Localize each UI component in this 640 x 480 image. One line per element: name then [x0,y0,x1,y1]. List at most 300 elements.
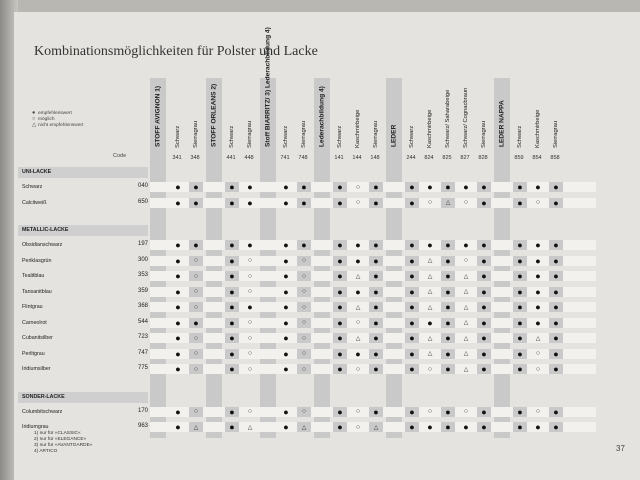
filled-circle-icon: ● [427,422,433,432]
triangle-icon: △ [463,273,469,280]
triangle-icon: △ [427,304,433,311]
column-header [189,84,203,154]
column-header [531,84,545,154]
filled-circle-icon: ● [513,256,527,266]
filled-circle-icon: ● [549,256,563,266]
column-header [243,84,257,154]
filled-circle-icon: ● [405,302,419,312]
filled-circle-icon: ● [535,255,541,266]
column-header [369,84,383,154]
row-color-name: Tealitblau [22,273,45,279]
filled-circle-icon: ● [175,197,181,208]
filled-circle-icon: ● [175,286,181,297]
filled-circle-icon: ● [441,271,455,281]
filled-circle-icon: ● [225,182,239,192]
column-label: Sierragrau [193,120,199,148]
triangle-icon: △ [427,335,433,342]
empty-circle-icon: ○ [297,349,311,359]
filled-circle-icon: ● [441,407,455,417]
filled-circle-icon: ● [283,333,289,343]
row-color-name: Flintgrau [22,304,43,310]
empty-circle-icon: ○ [427,199,433,206]
filled-circle-icon: ● [225,271,239,281]
row-color-code: 544 [137,318,148,325]
row-color-code: 368 [137,303,148,309]
filled-circle-icon: ● [405,349,419,359]
filled-circle-icon: ● [247,302,253,312]
filled-circle-icon: ● [513,318,527,328]
empty-circle-icon: ○ [535,350,541,357]
row-color-code: 723 [137,334,148,340]
filled-circle-icon: ● [175,406,181,417]
filled-circle-icon: ● [283,364,289,374]
filled-circle-icon: ● [175,422,181,432]
filled-circle-icon: ● [225,198,239,208]
filled-circle-icon: ● [283,348,289,359]
empty-circle-icon: ○ [189,407,203,417]
filled-circle-icon: ● [549,422,563,432]
triangle-icon: △ [535,335,541,342]
filled-circle-icon: ● [535,271,541,281]
filled-circle-icon: ● [333,198,347,208]
triangle-icon: △ [463,335,469,342]
column-label: LEDER NAPPA [498,100,506,147]
column-code: 748 [298,155,308,161]
filled-circle-icon: ● [369,256,383,266]
filled-circle-icon: ● [247,240,253,250]
row-color-code: 747 [137,349,148,356]
filled-circle-icon: ● [549,302,563,312]
column-label: Kaschmirbeige [427,109,433,148]
filled-circle-icon: ● [175,302,181,312]
filled-circle-icon: ● [333,256,347,266]
column-header [513,84,527,154]
filled-circle-icon: ● [333,287,347,297]
row-color-code: 359 [137,287,148,294]
filled-circle-icon: ● [513,198,527,208]
column-code: 858 [550,155,560,161]
filled-circle-icon: ● [175,364,181,374]
triangle-icon: △ [463,366,469,373]
filled-circle-icon: ● [477,198,491,208]
column-code: 741 [280,155,290,161]
filled-circle-icon: ● [441,240,455,250]
column-header [261,27,275,154]
filled-circle-icon: ● [333,240,347,250]
empty-circle-icon: ○ [355,199,361,206]
row-color-code: 650 [137,198,148,205]
column-label: Kaschmirbeige [535,109,541,148]
filled-circle-icon: ● [513,287,527,297]
column-label: STOFF AVIGNON 1) [154,85,162,147]
column-label: Sierragrau [373,120,379,148]
empty-circle-icon: ○ [247,408,253,415]
filled-circle-icon: ● [477,364,491,374]
filled-circle-icon: ● [355,240,361,250]
filled-circle-icon: ● [441,256,455,266]
column-label: LEDER [390,124,398,147]
empty-circle-icon: ○ [297,318,311,328]
column-label: Stoff BIARRITZ/ 3) Lederachbildung 4) [264,27,272,147]
empty-circle-icon: ○ [247,365,253,373]
filled-circle-icon: ● [333,364,347,374]
filled-circle-icon: ● [463,182,469,192]
empty-circle-icon: ○ [427,365,433,373]
filled-circle-icon: ● [333,182,347,192]
row-color-name: Obsidianschwarz [22,242,63,248]
empty-circle-icon: ○ [297,364,311,374]
footnote: 2) nur für »ELEGANCE« [34,437,87,442]
filled-circle-icon: ● [549,349,563,359]
triangle-icon: △ [297,422,311,432]
empty-circle-icon: ○ [189,256,203,266]
filled-circle-icon: ● [175,333,181,343]
filled-circle-icon: ● [189,318,203,328]
filled-circle-icon: ● [535,240,541,250]
filled-circle-icon: ● [283,255,289,266]
filled-circle-icon: ● [297,198,311,208]
filled-circle-icon: ● [333,302,347,312]
filled-circle-icon: ● [283,317,289,328]
filled-circle-icon: ● [369,364,383,374]
filled-circle-icon: ● [355,348,361,359]
footnote: 3) nur für »AVANTGARDE« [34,443,93,448]
empty-circle-icon: ○ [247,334,253,342]
filled-circle-icon: ● [333,407,347,417]
column-header [225,84,239,154]
filled-circle-icon: ● [283,302,289,312]
filled-circle-icon: ● [175,182,181,192]
filled-circle-icon: ● [405,256,419,266]
empty-circle-icon: ○ [297,302,311,312]
filled-circle-icon: ● [369,302,383,312]
filled-circle-icon: ● [513,240,527,250]
filled-circle-icon: ● [369,287,383,297]
filled-circle-icon: ● [175,317,181,328]
row-color-name: Perlitgrau [22,350,45,357]
column-header [351,84,365,154]
filled-circle-icon: ● [549,364,563,374]
filled-circle-icon: ● [189,198,203,208]
empty-circle-icon: ○ [463,199,469,206]
column-code: 859 [514,155,524,161]
filled-circle-icon: ● [175,348,181,359]
row-color-code: 197 [137,241,148,247]
filled-circle-icon: ● [549,287,563,297]
empty-circle-icon: ○ [189,302,203,312]
filled-circle-icon: ● [477,422,491,432]
empty-circle-icon: ○ [189,333,203,343]
empty-circle-icon: ○ [247,257,253,264]
filled-circle-icon: ● [225,256,239,266]
filled-circle-icon: ● [441,333,455,343]
filled-circle-icon: ● [441,287,455,297]
filled-circle-icon: ● [225,407,239,417]
filled-circle-icon: ● [477,407,491,417]
filled-circle-icon: ● [225,302,239,312]
row-color-code: 963 [137,423,148,429]
column-label: Schwarz [229,125,235,148]
column-header [333,84,347,154]
triangle-icon: △ [441,198,455,208]
filled-circle-icon: ● [355,255,361,266]
column-header [151,74,165,154]
filled-circle-icon: ● [405,407,419,417]
filled-circle-icon: ● [463,422,469,432]
empty-circle-icon: ○ [355,365,361,373]
section-label: UNI-LACKE [22,169,52,175]
triangle-icon: △ [355,273,361,280]
column-header [297,84,311,154]
filled-circle-icon: ● [477,256,491,266]
legend-label: nicht empfehlenswert [38,123,84,128]
filled-circle-icon: ● [369,333,383,343]
column-label: Sierragrau [247,120,253,148]
legend-label: möglich [38,117,55,122]
filled-circle-icon: ● [333,333,347,343]
footnotes [34,431,92,455]
filled-circle-icon: ● [477,318,491,328]
row-color-name: Iridiumgrau [22,424,49,430]
empty-circle-icon: ○ [355,423,361,431]
column-header [423,84,437,154]
filled-circle-icon: ● [549,333,563,343]
filled-circle-icon: ● [225,333,239,343]
empty-circle-icon: ○ [189,364,203,374]
empty-circle-icon: ○ [355,183,361,191]
filled-circle-icon: ● [513,271,527,281]
column-code: 144 [352,155,362,161]
filled-circle-icon: ● [247,182,253,192]
filled-circle-icon: ● [535,182,541,192]
empty-circle-icon: ○ [189,349,203,359]
column-code: 148 [370,155,380,161]
column-header [459,84,473,154]
filled-circle-icon: ● [441,364,455,374]
empty-circle-icon: ○ [297,256,311,266]
filled-circle-icon: ● [369,318,383,328]
triangle-icon: △ [355,304,361,311]
footnote: 4) ARTICO [34,449,58,454]
column-header [477,84,491,154]
filled-circle-icon: ● [405,240,419,250]
row-color-code: 300 [137,256,148,263]
column-header [207,74,221,154]
filled-circle-icon: ● [283,240,289,250]
filled-circle-icon: ● [369,407,383,417]
filled-circle-icon: ● [283,197,289,208]
filled-circle-icon: ● [441,182,455,192]
filled-circle-icon: ● [441,349,455,359]
filled-circle-icon: ● [32,110,36,116]
empty-circle-icon: ○ [355,319,361,326]
column-code: 828 [478,155,488,161]
empty-circle-icon: ○ [189,287,203,297]
filled-circle-icon: ● [477,182,491,192]
column-code: 448 [244,155,254,161]
filled-circle-icon: ● [175,255,181,266]
filled-circle-icon: ● [297,240,311,250]
column-code: 441 [226,155,236,161]
filled-circle-icon: ● [225,287,239,297]
row-color-name: Tansanitblau [22,288,52,295]
column-label: Schwarz [409,125,415,148]
column-header [405,84,419,154]
column-label: Kaschmirbeige [355,109,361,148]
filled-circle-icon: ● [283,182,289,192]
column-code: 244 [406,155,416,161]
column-header [315,74,329,154]
filled-circle-icon: ● [405,364,419,374]
row-color-code: 170 [137,407,148,414]
triangle-icon: △ [369,422,383,432]
filled-circle-icon: ● [477,333,491,343]
row-color-code: 040 [137,183,148,189]
footnote: 1) nur für »CLASSIC« [34,431,81,436]
filled-circle-icon: ● [297,182,311,192]
column-code: 141 [334,155,344,161]
triangle-icon: △ [427,351,433,357]
filled-circle-icon: ● [405,198,419,208]
filled-circle-icon: ● [513,407,527,417]
triangle-icon: △ [355,335,361,342]
column-code: 341 [172,155,182,161]
column-header [549,84,563,154]
filled-circle-icon: ● [405,422,419,432]
filled-circle-icon: ● [513,302,527,312]
column-label: Schwarz/ Saharabeige [445,89,451,148]
filled-circle-icon: ● [535,317,541,328]
column-header [171,84,185,154]
filled-circle-icon: ● [463,240,469,250]
filled-circle-icon: ● [283,422,289,432]
empty-circle-icon: ○ [463,257,469,264]
empty-circle-icon: ○ [297,271,311,281]
filled-circle-icon: ● [247,197,253,208]
filled-circle-icon: ● [283,271,289,281]
column-code: 348 [190,155,200,161]
row-color-name: Schwarz [22,184,43,190]
filled-circle-icon: ● [283,286,289,297]
filled-circle-icon: ● [369,240,383,250]
column-code: 827 [460,155,470,161]
filled-circle-icon: ● [333,318,347,328]
section-label: METALLIC-LACKE [22,227,69,233]
column-label: Schwarz/ Cognacbraun [463,87,469,148]
filled-circle-icon: ● [333,271,347,281]
triangle-icon: △ [463,289,469,295]
filled-circle-icon: ● [405,182,419,192]
filled-circle-icon: ● [513,182,527,192]
filled-circle-icon: ● [549,318,563,328]
empty-circle-icon: ○ [247,272,253,280]
filled-circle-icon: ● [369,349,383,359]
filled-circle-icon: ● [535,302,541,312]
column-label: Schwarz [175,125,181,148]
column-label: Lederachbildung 4) [318,86,326,147]
filled-circle-icon: ● [427,182,433,192]
filled-circle-icon: ● [477,240,491,250]
filled-circle-icon: ● [225,318,239,328]
filled-circle-icon: ● [477,271,491,281]
empty-circle-icon: ○ [297,333,311,343]
triangle-icon: △ [427,273,433,280]
code-header: Code [113,153,127,159]
row-color-name: Periklasgrün [22,257,52,264]
filled-circle-icon: ● [333,349,347,359]
column-code: 854 [532,155,542,161]
filled-circle-icon: ● [355,286,361,297]
row-color-code: 775 [137,365,148,371]
empty-circle-icon: ○ [247,319,253,326]
triangle-icon: △ [463,351,469,357]
filled-circle-icon: ● [225,240,239,250]
page-number: 37 [616,444,625,453]
column-label: Schwarz [337,125,343,148]
filled-circle-icon: ● [333,422,347,432]
column-label: Sierragrau [301,120,307,148]
triangle-icon: △ [189,422,203,432]
filled-circle-icon: ● [513,333,527,343]
empty-circle-icon: ○ [535,365,541,373]
empty-circle-icon: ○ [247,350,253,357]
empty-circle-icon: ○ [297,407,311,417]
empty-circle-icon: ○ [32,116,36,122]
filled-circle-icon: ● [189,240,203,250]
filled-circle-icon: ● [513,349,527,359]
column-label: Sierragrau [553,120,559,148]
filled-circle-icon: ● [369,198,383,208]
empty-circle-icon: ○ [297,287,311,297]
triangle-icon: △ [247,424,253,431]
filled-circle-icon: ● [405,271,419,281]
empty-circle-icon: ○ [463,408,469,415]
column-code: 825 [442,155,452,161]
filled-circle-icon: ● [175,240,181,250]
filled-circle-icon: ● [513,364,527,374]
page-title: Kombinationsmöglichkeiten für Polster und Lacke [34,44,318,59]
column-header [495,74,509,154]
triangle-icon: △ [32,122,37,128]
column-header [441,84,455,154]
column-label: STOFF ORLEANS 2) [210,83,218,147]
filled-circle-icon: ● [549,407,563,417]
row-color-name: Iridiumsilber [22,366,51,372]
column-code: 824 [424,155,434,161]
empty-circle-icon: ○ [427,408,433,415]
legend-item [32,122,83,128]
row-color-name: Carneolrot [22,319,47,326]
empty-circle-icon: ○ [189,271,203,281]
empty-circle-icon: ○ [535,199,541,206]
filled-circle-icon: ● [441,422,455,432]
column-label: Schwarz [517,125,523,148]
filled-circle-icon: ● [405,287,419,297]
filled-circle-icon: ● [513,422,527,432]
filled-circle-icon: ● [369,182,383,192]
filled-circle-icon: ● [477,349,491,359]
filled-circle-icon: ● [535,286,541,297]
column-label: Schwarz [283,125,289,148]
column-header [279,84,293,154]
empty-circle-icon: ○ [355,408,361,415]
filled-circle-icon: ● [225,349,239,359]
triangle-icon: △ [463,320,469,326]
row-color-name: Calcitweiß [22,199,47,206]
filled-circle-icon: ● [549,271,563,281]
filled-circle-icon: ● [225,422,239,432]
filled-circle-icon: ● [549,240,563,250]
